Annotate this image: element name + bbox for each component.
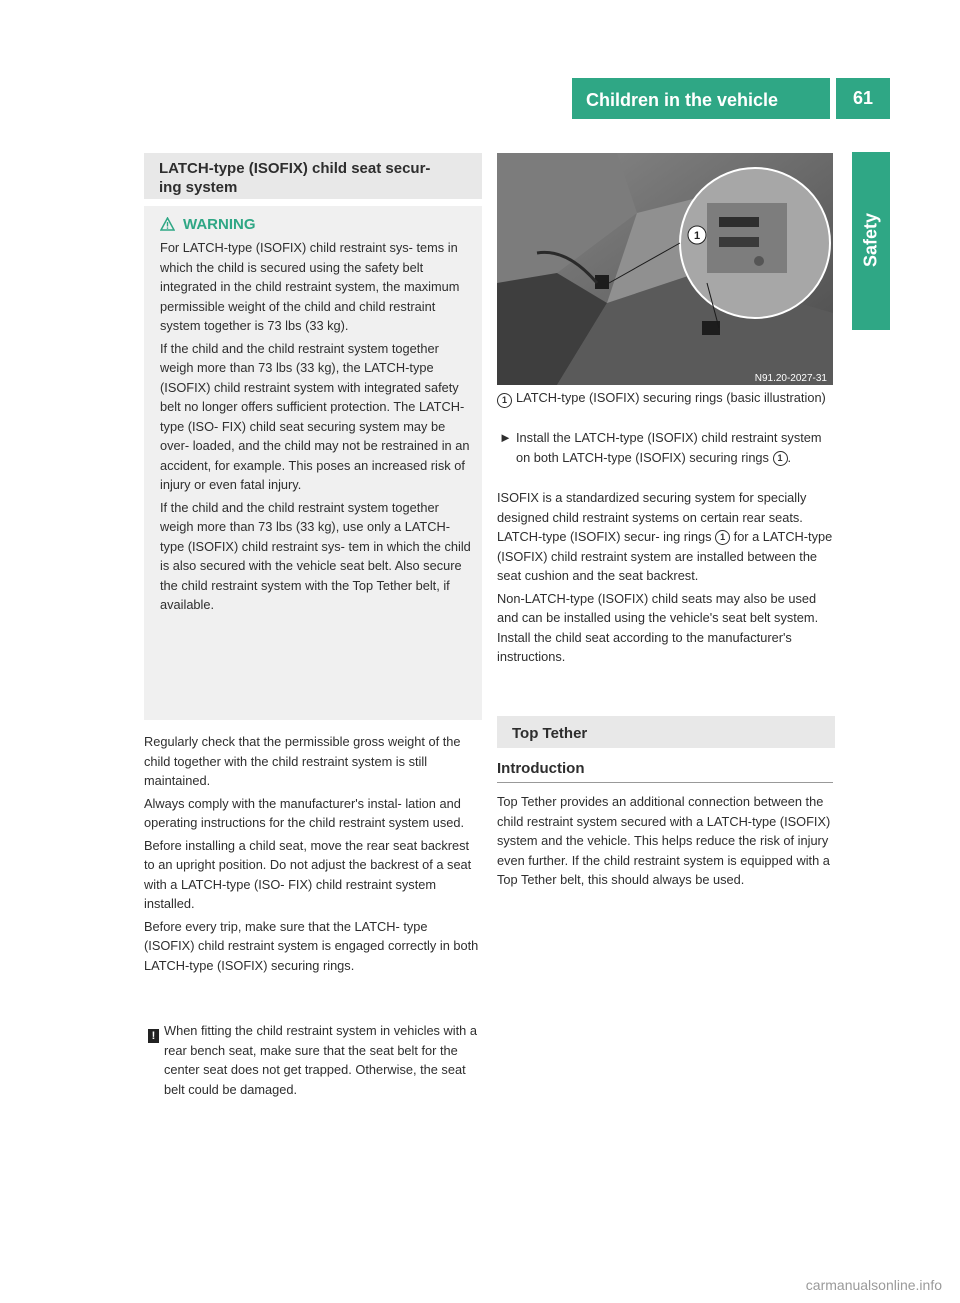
warning-text xyxy=(160,238,474,618)
install-step-number: 1 xyxy=(773,451,788,466)
image-callout: 1 xyxy=(693,230,701,242)
step-marker: ► xyxy=(499,430,512,445)
install-step-text xyxy=(516,428,836,467)
note-icon: ! xyxy=(148,1029,159,1043)
warning-paragraph-3: If the child and the child restraint system together weigh more than 73 lbs (33 kg), use only a LATCH-type (ISOFIX) child restraint sys- tem in which the child is also secured with the vehicle seat belt. Also secure the child restraint system with the Top Tether belt, if available. xyxy=(160,499,471,612)
isofix-ring-number: 1 xyxy=(715,530,730,545)
subheading-introduction: Introduction xyxy=(497,760,585,777)
isofix-text-b: for a LATCH-type (ISOFIX) child restraint system are installed between the seat cushion and the seat backrest. xyxy=(497,529,833,583)
warning-label: WARNING xyxy=(183,216,256,233)
paragraph-manufacturer: Always comply with the manufacturer's instal- lation and operating instructions for the child restraint system used. xyxy=(144,795,465,830)
paragraph-backrest: Before installing a child seat, move the rear seat backrest to an upright position. Do not adjust the backrest of a seat with a LATCH-type (ISO- FIX) child restraint system installed. xyxy=(144,837,472,911)
left-body xyxy=(144,732,480,978)
paragraph-isofix-standard xyxy=(497,488,835,586)
legend xyxy=(516,388,836,411)
chapter-title: Children in the vehicle xyxy=(586,90,779,110)
legend-text: LATCH-type (ISOFIX) securing rings (basic illustration) xyxy=(516,390,826,405)
watermark: carmanualsonline.info xyxy=(805,1277,942,1293)
top-tether-title: Top Tether xyxy=(512,725,588,742)
install-step xyxy=(516,428,836,470)
seat-photo xyxy=(497,153,833,385)
warning-heading xyxy=(160,216,256,233)
top-tether-body xyxy=(497,792,837,893)
paragraph-non-latch: Non-LATCH-type (ISOFIX) child seats may also be used and can be installed using the vehicle's seat belt system. Install the child seat according to the manufacturer's instructions. xyxy=(497,590,819,664)
section-title-latch xyxy=(144,153,482,199)
warning-icon xyxy=(160,217,175,231)
isofix-text-a: ISOFIX is a standardized securing system for specially designed child restraint systems on certain rear seats. LATCH-type (ISOFIX) secur- ing rings xyxy=(497,490,807,544)
legend-number: 1 xyxy=(497,393,512,408)
note-icon-wrap xyxy=(148,1026,159,1044)
section-title-top-tether xyxy=(497,716,835,748)
page-number: 61 xyxy=(836,78,890,119)
right-body xyxy=(497,488,835,670)
warning-paragraph-1: For LATCH-type (ISOFIX) child restraint sys- tems in which the child is secured using the safety belt integrated in the child restraint system, the maximum permissible weight of the child and child restraint system together is 73 lbs (33 kg). xyxy=(160,240,460,333)
isofix-illustration xyxy=(497,153,833,385)
note-text: When fitting the child restraint system in vehicles with a rear bench seat, make sure that the seat belt for the center seat does not get trapped. Otherwise, the seat belt could be damaged. xyxy=(164,1023,477,1097)
legend-marker xyxy=(497,391,515,409)
side-tab-label: Safety xyxy=(860,212,881,268)
note xyxy=(164,1021,482,1102)
section-title-line-1: LATCH-type (ISOFIX) child seat secur- xyxy=(159,160,431,177)
section-title-line-2: ing system xyxy=(159,179,238,196)
image-code: N91.20-2027-31 xyxy=(754,373,827,384)
paragraph-gross-weight: Regularly check that the permissible gross weight of the child together with the child restraint system is still maintained. xyxy=(144,734,461,788)
install-step-text-a: Install the LATCH-type (ISOFIX) child restraint system on both LATCH-type (ISOFIX) securing rings xyxy=(516,430,822,465)
paragraph-before-trip: Before every trip, make sure that the LATCH- type (ISOFIX) child restraint system is engaged correctly in both LATCH-type (ISOFIX) securing rings. xyxy=(144,918,479,973)
paragraph-top-tether: Top Tether provides an additional connection between the child restraint system secured with a LATCH-type (ISOFIX) system and the vehicle. This helps reduce the risk of injury even further. If the child restraint system is equipped with a Top Tether belt, this should always be used. xyxy=(497,794,831,887)
warning-paragraph-2: If the child and the child restraint system together weigh more than 73 lbs (33 kg), the LATCH-type (ISOFIX) child restraint system with integrated safety belt no longer offers sufficient protection. The LATCH-type (ISO- FIX) child seat securing system may be over- loaded, and the child may not be restrained in an accident, for example. This poses an increased risk of injury or even fatal injury. xyxy=(160,340,470,492)
subheading-rule xyxy=(497,782,833,783)
install-step-text-b: . xyxy=(787,449,792,465)
